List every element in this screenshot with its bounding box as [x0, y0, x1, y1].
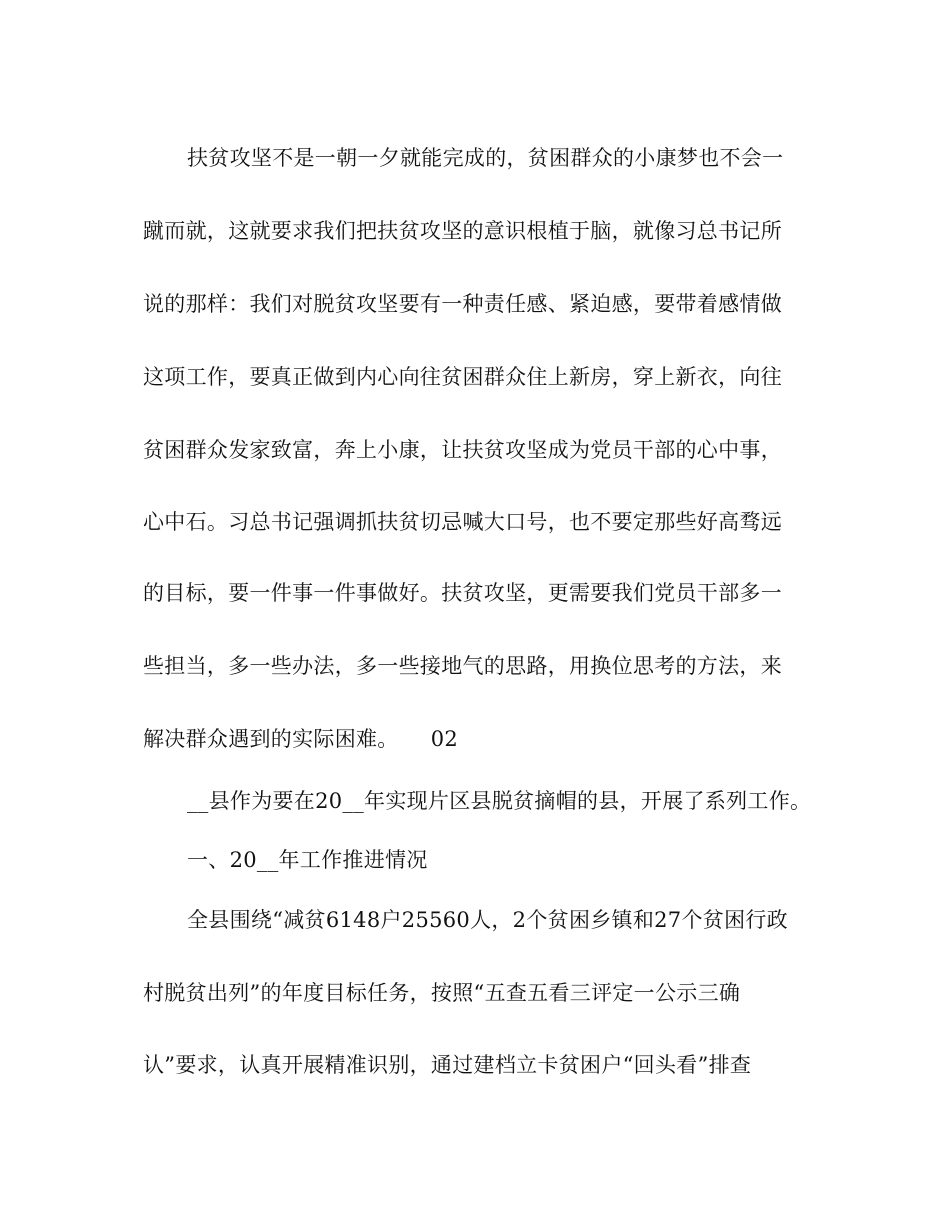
- paragraph-line: 说的那样：我们对脱贫攻坚要有一种责任感、紧迫感，要带着感情做: [143, 292, 782, 316]
- paragraph-line: __县作为要在20__年实现片区县脱贫摘帽的县，开展了系列工作。: [187, 789, 812, 813]
- paragraph-line: 村脱贫出列”的年度目标任务，按照“五查五看三评定一公示三确: [143, 981, 741, 1005]
- paragraph-line: 心中石。习总书记强调抓扶贫切忌喊大口号，也不要定那些好高骛远: [143, 510, 782, 534]
- paragraph-line: 全县围绕“减贫6148户25560人，2个贫困乡镇和27个贫困行政: [187, 908, 788, 932]
- paragraph-line: 扶贫攻坚不是一朝一夕就能完成的，贫困群众的小康梦也不会一: [187, 146, 784, 170]
- paragraph-line: 贫困群众发家致富，奔上小康，让扶贫攻坚成为党员干部的心中事，: [143, 438, 782, 462]
- paragraph-line: 些担当，多一些办法，多一些接地气的思路，用换位思考的方法，来: [143, 654, 782, 678]
- paragraph-line: 这项工作，要真正做到内心向往贫困群众住上新房，穿上新衣，向往: [143, 365, 782, 389]
- paragraph-line: 认”要求，认真开展精准识别，通过建档立卡贫困户“回头看”排查: [143, 1053, 752, 1077]
- section-heading: 一、20__年工作推进情况: [187, 848, 428, 872]
- paragraph-line: 蹴而就，这就要求我们把扶贫攻坚的意识根植于脑，就像习总书记所: [143, 219, 782, 243]
- paragraph-line: 的目标，要一件事一件事做好。扶贫攻坚，更需要我们党员干部多一: [143, 581, 782, 605]
- paragraph-line: 解决群众遇到的实际困难。 02: [143, 727, 459, 751]
